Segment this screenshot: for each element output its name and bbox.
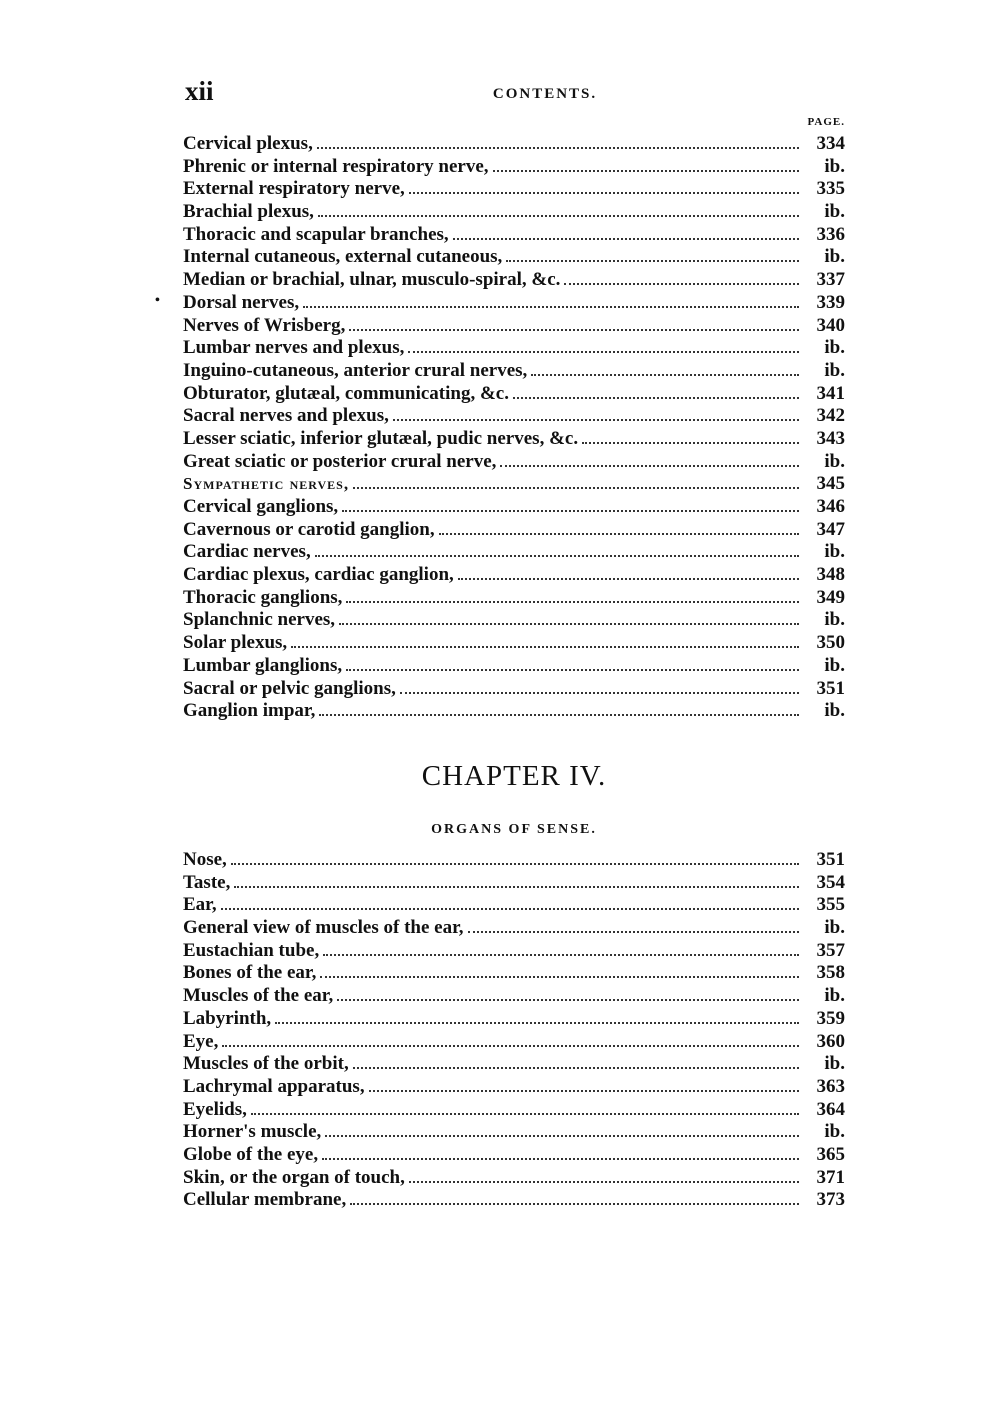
- dot-leader: [346, 601, 799, 603]
- entry-page-number: 358: [816, 962, 845, 984]
- dot-leader: [291, 646, 799, 648]
- entry-title: Thoracic and scapular branches,: [183, 223, 449, 245]
- dot-leader: [318, 215, 799, 217]
- toc-entry: [183, 632, 845, 655]
- entry-title: Ear,: [183, 894, 217, 916]
- toc-entry: [183, 178, 845, 201]
- dot-leader: [353, 1067, 799, 1069]
- toc-entry: [183, 917, 845, 940]
- chapter-heading: CHAPTER IV.: [421, 760, 607, 792]
- entry-page-number: ib.: [824, 1053, 845, 1075]
- toc-entry: [183, 678, 845, 701]
- entry-title: Ganglion impar,: [183, 700, 316, 722]
- entry-page-number: 365: [816, 1143, 845, 1165]
- entry-page-number: 357: [816, 939, 845, 961]
- entry-page-number: ib.: [824, 654, 845, 676]
- entry-page-number: 363: [816, 1075, 845, 1097]
- dot-leader: [409, 1181, 799, 1183]
- dot-leader: [320, 976, 799, 978]
- entry-page-number: 340: [816, 314, 845, 336]
- entry-title: Cervical ganglions,: [183, 496, 339, 517]
- running-title: CONTENTS.: [492, 86, 598, 102]
- dot-leader: [408, 351, 799, 353]
- entry-page-number: ib.: [824, 201, 845, 223]
- dot-leader: [231, 863, 799, 865]
- entry-page-number: 371: [816, 1166, 845, 1188]
- entry-title: General view of muscles of the ear,: [183, 917, 464, 939]
- dot-leader: [322, 1158, 799, 1160]
- margin-dot-mark: •: [155, 293, 160, 308]
- toc-entry: [183, 849, 845, 872]
- toc-entry: [183, 224, 845, 247]
- dot-leader: [346, 669, 799, 671]
- entry-page-number: 351: [816, 677, 845, 699]
- entry-page-number: ib.: [824, 337, 845, 359]
- entry-page-number: 348: [816, 564, 845, 586]
- dot-leader: [339, 623, 799, 625]
- toc-entry: [183, 609, 845, 632]
- entry-title: Cervical plexus,: [183, 133, 313, 154]
- entry-title: Taste,: [183, 871, 231, 893]
- entry-title: Cavernous or carotid ganglion,: [183, 518, 435, 540]
- dot-leader: [458, 578, 799, 580]
- entry-page-number: ib.: [824, 917, 845, 939]
- entry-page-number: ib.: [824, 609, 845, 631]
- organs-of-sense-contents-list: [183, 849, 845, 1212]
- entry-page-number: ib.: [824, 155, 845, 177]
- dot-leader: [468, 931, 799, 933]
- dot-leader: [453, 238, 799, 240]
- page-column-label: PAGE.: [807, 116, 845, 128]
- dot-leader: [582, 442, 799, 444]
- entry-title: Sacral or pelvic ganglions,: [183, 677, 396, 699]
- toc-entry: [183, 1167, 845, 1190]
- toc-entry: [183, 405, 845, 428]
- dot-leader: [323, 954, 799, 956]
- dot-leader: [337, 999, 799, 1001]
- section-heading: ORGANS OF SENSE.: [431, 822, 597, 837]
- dot-leader: [353, 487, 799, 489]
- entry-page-number: 355: [816, 894, 845, 916]
- entry-page-number: 345: [816, 473, 845, 495]
- entry-page-number: 364: [816, 1098, 845, 1120]
- entry-title: Horner's muscle,: [183, 1121, 322, 1143]
- entry-title: Globe of the eye,: [183, 1143, 319, 1165]
- dot-leader: [222, 1045, 799, 1047]
- dot-leader: [251, 1113, 799, 1115]
- toc-entry: [183, 315, 845, 338]
- entry-title: Muscles of the ear,: [183, 985, 334, 1007]
- entry-title: Obturator, glutæal, communicating, &c.: [183, 382, 509, 404]
- toc-entry: [183, 496, 845, 519]
- toc-entry: [183, 337, 845, 360]
- entry-page-number: 347: [816, 518, 845, 540]
- entry-title: External respiratory nerve,: [183, 178, 405, 200]
- toc-entry: [183, 360, 845, 383]
- entry-title: Nerves of Wrisberg,: [183, 314, 346, 336]
- entry-title: Lumbar nerves and plexus,: [183, 337, 405, 359]
- entry-title: Lumbar glanglions,: [183, 654, 343, 676]
- entry-title: Eyelids,: [183, 1098, 247, 1120]
- toc-entry: [183, 872, 845, 895]
- toc-entry: [183, 894, 845, 917]
- page-number: xii: [185, 76, 214, 106]
- entry-title: Sacral nerves and plexus,: [183, 405, 389, 427]
- toc-entry: [183, 564, 845, 587]
- dot-leader: [350, 1203, 799, 1205]
- nervous-system-contents-list: [183, 133, 845, 723]
- dot-leader: [393, 419, 799, 421]
- toc-entry: [183, 962, 845, 985]
- entry-title: Solar plexus,: [183, 632, 288, 654]
- toc-entry: [183, 655, 845, 678]
- entry-page-number: 336: [816, 223, 845, 245]
- dot-leader: [531, 374, 799, 376]
- entry-title: Dorsal nerves,: [183, 291, 300, 313]
- toc-entry: [183, 156, 845, 179]
- entry-title: Nose,: [183, 849, 227, 870]
- dot-leader: [315, 555, 799, 557]
- dot-leader: [303, 306, 799, 308]
- toc-entry: [183, 940, 845, 963]
- dot-leader: [439, 533, 799, 535]
- toc-entry: [183, 1031, 845, 1054]
- entry-title: Great sciatic or posterior crural nerve,: [183, 450, 497, 472]
- entry-title: Cardiac plexus, cardiac ganglion,: [183, 564, 454, 586]
- entry-title: Phrenic or internal respiratory nerve,: [183, 155, 489, 177]
- toc-entry: [183, 451, 845, 474]
- page-header: [185, 76, 845, 110]
- entry-page-number: ib.: [824, 450, 845, 472]
- toc-entry: [183, 1053, 845, 1076]
- entry-title: Thoracic ganglions,: [183, 586, 343, 608]
- entry-page-number: 335: [816, 178, 845, 200]
- toc-entry: [183, 383, 845, 406]
- entry-title: Brachial plexus,: [183, 201, 314, 223]
- toc-entry: [183, 269, 845, 292]
- dot-leader: [342, 510, 799, 512]
- entry-title: Lachrymal apparatus,: [183, 1075, 365, 1097]
- dot-leader: [400, 692, 799, 694]
- entry-title: Bones of the ear,: [183, 962, 317, 984]
- dot-leader: [513, 397, 799, 399]
- entry-page-number: 351: [816, 849, 845, 870]
- entry-page-number: 359: [816, 1007, 845, 1029]
- toc-entry: [183, 985, 845, 1008]
- toc-entry: [183, 1144, 845, 1167]
- entry-page-number: 349: [816, 586, 845, 608]
- entry-page-number: ib.: [824, 359, 845, 381]
- toc-entry: [183, 292, 845, 315]
- dot-leader: [369, 1090, 799, 1092]
- dot-leader: [500, 465, 799, 467]
- entry-title: Eye,: [183, 1030, 219, 1052]
- entry-page-number: ib.: [824, 1121, 845, 1143]
- toc-entry: [183, 201, 845, 224]
- entry-title: Sympathetic nerves,: [183, 474, 350, 494]
- entry-page-number: ib.: [824, 246, 845, 268]
- toc-entry: [183, 1008, 845, 1031]
- entry-page-number: ib.: [824, 985, 845, 1007]
- entry-title: Internal cutaneous, external cutaneous,: [183, 246, 503, 268]
- dot-leader: [409, 192, 799, 194]
- toc-entry: [183, 133, 845, 156]
- entry-title: Cardiac nerves,: [183, 541, 311, 563]
- dot-leader: [349, 329, 799, 331]
- entry-title: Skin, or the organ of touch,: [183, 1166, 405, 1188]
- toc-entry: [183, 246, 845, 269]
- dot-leader: [275, 1022, 799, 1024]
- dot-leader: [325, 1135, 799, 1137]
- entry-title: Eustachian tube,: [183, 939, 320, 961]
- dot-leader: [234, 886, 799, 888]
- entry-page-number: 342: [816, 405, 845, 427]
- toc-entry: [183, 473, 845, 496]
- toc-entry: [183, 587, 845, 610]
- entry-page-number: ib.: [824, 700, 845, 722]
- entry-page-number: 373: [816, 1189, 845, 1211]
- entry-title: Muscles of the orbit,: [183, 1053, 349, 1075]
- dot-leader: [564, 283, 799, 285]
- toc-entry: [183, 428, 845, 451]
- dot-leader: [317, 147, 799, 149]
- entry-page-number: 343: [816, 427, 845, 449]
- toc-entry: [183, 1076, 845, 1099]
- entry-title: Splanchnic nerves,: [183, 609, 336, 631]
- dot-leader: [319, 714, 799, 716]
- dot-leader: [506, 260, 799, 262]
- entry-title: Inguino-cutaneous, anterior crural nerves,: [183, 359, 528, 381]
- dot-leader: [221, 908, 799, 910]
- entry-page-number: 350: [816, 632, 845, 654]
- toc-entry: [183, 1099, 845, 1122]
- entry-page-number: 339: [816, 291, 845, 313]
- toc-entry: [183, 700, 845, 723]
- entry-page-number: 360: [816, 1030, 845, 1052]
- entry-page-number: 334: [816, 133, 845, 154]
- entry-title: Median or brachial, ulnar, musculo-spiral, &c.: [183, 269, 561, 291]
- entry-page-number: ib.: [824, 541, 845, 563]
- toc-entry: [183, 1189, 845, 1212]
- toc-entry: [183, 1121, 845, 1144]
- entry-page-number: 337: [816, 269, 845, 291]
- dot-leader: [493, 170, 799, 172]
- toc-entry: [183, 519, 845, 542]
- entry-title: Labyrinth,: [183, 1007, 272, 1029]
- entry-page-number: 346: [816, 496, 845, 517]
- entry-page-number: 341: [816, 382, 845, 404]
- toc-entry: [183, 541, 845, 564]
- entry-title: Lesser sciatic, inferior glutæal, pudic nerves, &c.: [183, 427, 579, 449]
- entry-page-number: 354: [816, 871, 845, 893]
- entry-title: Cellular membrane,: [183, 1189, 347, 1211]
